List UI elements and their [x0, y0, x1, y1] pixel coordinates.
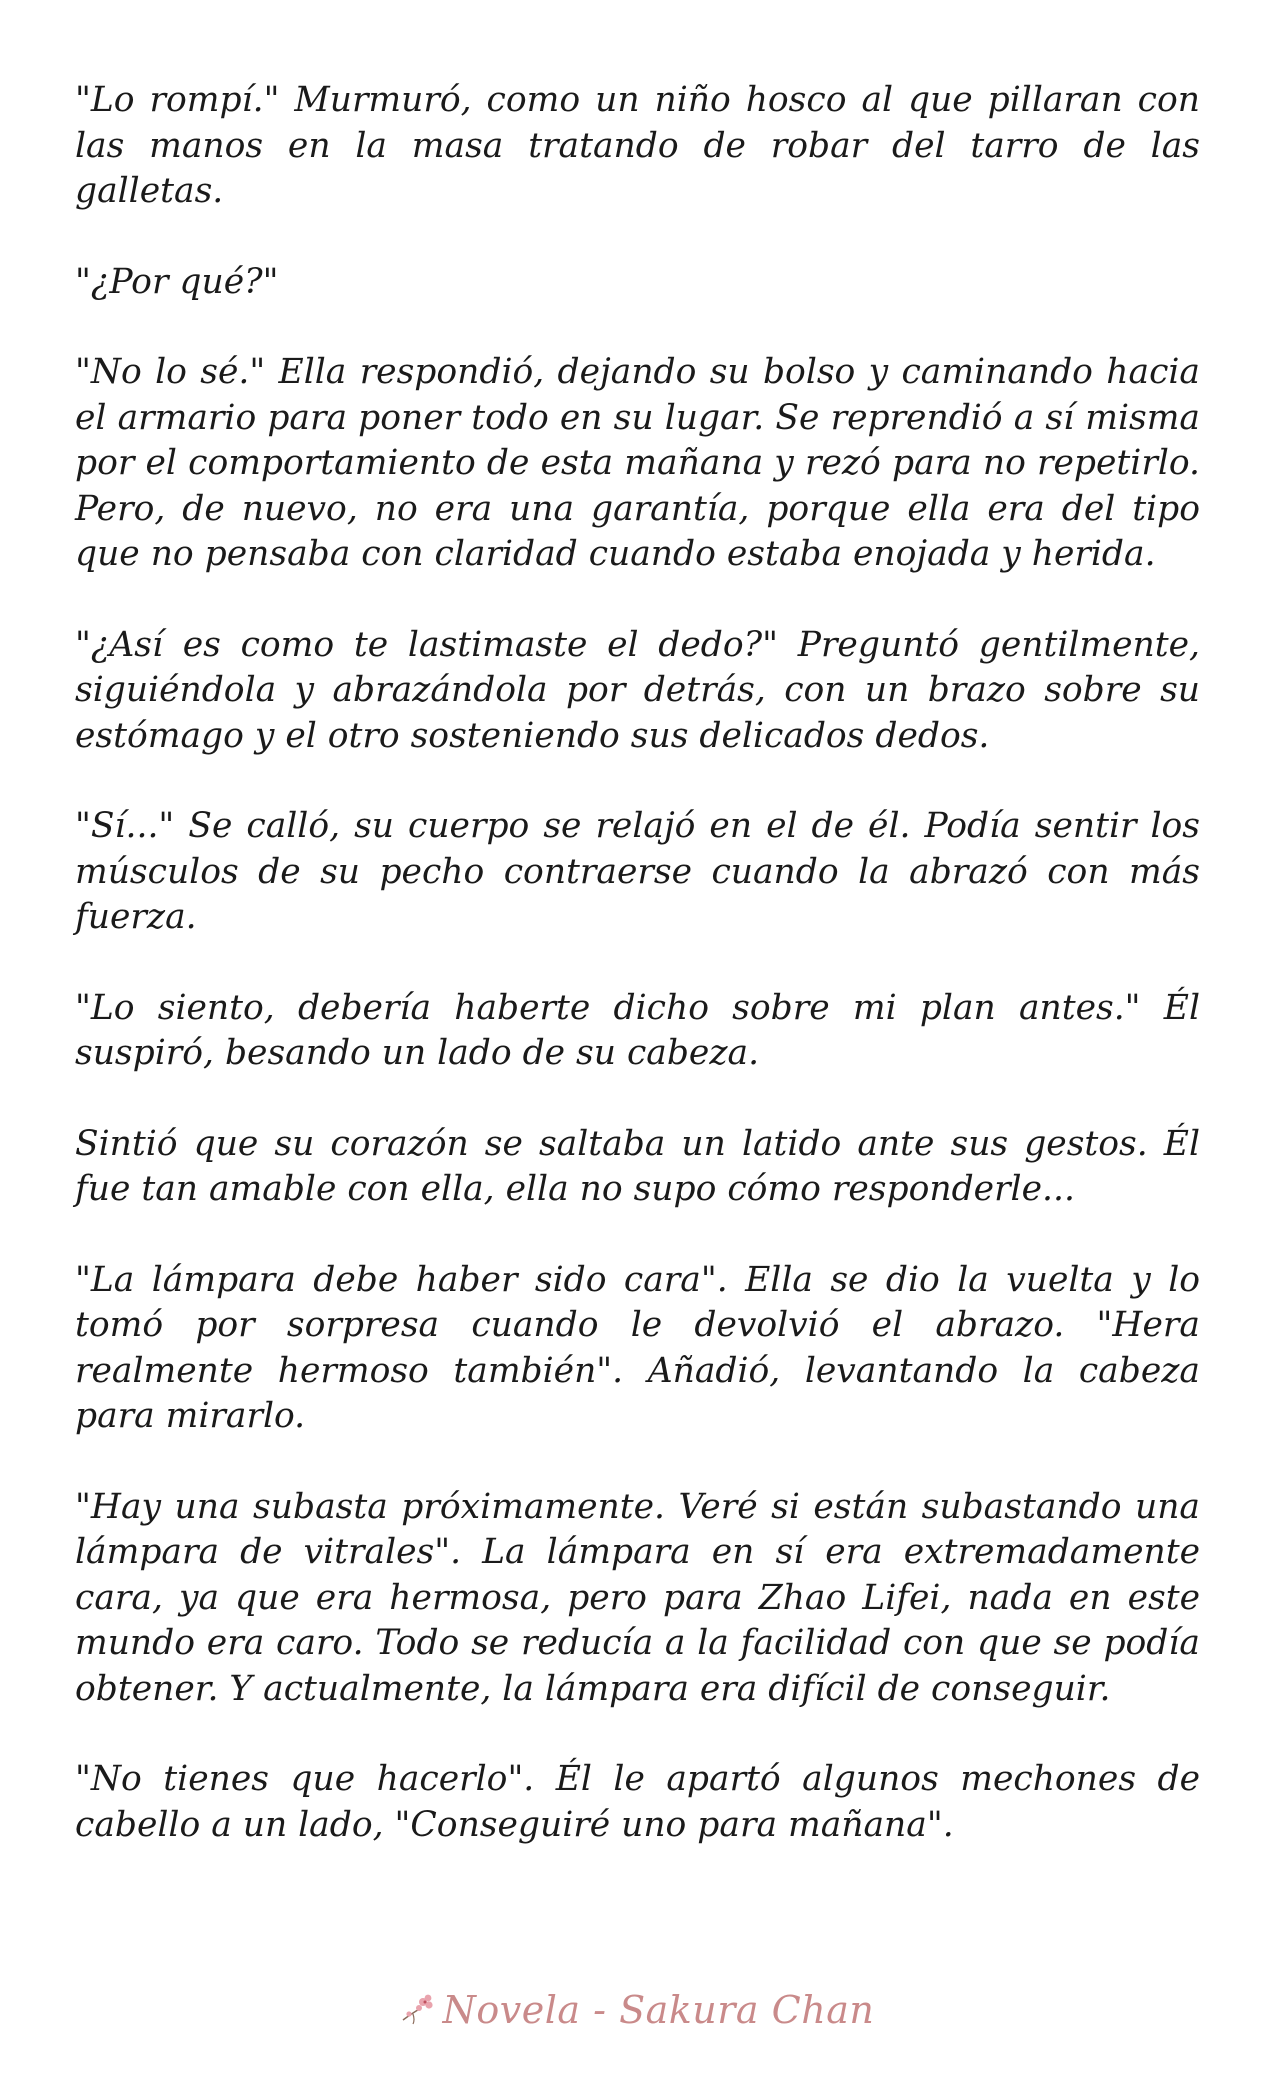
paragraph-7: Sintió que su corazón se saltaba un latido ante sus gestos. Él fue tan amable con ella, ella no supo cómo responderle...: [75, 1123, 1200, 1209]
paragraph-2: "¿Por qué?": [75, 261, 279, 302]
paragraph-5: "Sí..." Se calló, su cuerpo se relajó en el de él. Podía sentir los músculos de su pecho contraerse cuando la abrazó con más fuerza.: [75, 806, 1200, 937]
paragraph-6: "Lo siento, debería haberte dicho sobre mi plan antes." Él suspiró, besando un lado de su cabeza.: [75, 987, 1200, 1073]
paragraph-1: "Lo rompí." Murmuró, como un niño hosco al que pillaran con las manos en la masa tratando de robar del tarro de las galletas.: [75, 80, 1200, 211]
watermark: [0, 1980, 1275, 2040]
watermark-text: Novela - Sakura Chan: [442, 1988, 875, 2032]
chapter-text: [75, 78, 1200, 1893]
paragraph-4: "¿Así es como te lastimaste el dedo?" Preguntó gentilmente, siguiéndola y abrazándola por detrás, con un brazo sobre su estómago y el otro sosteniendo sus delicados dedos.: [75, 624, 1200, 756]
paragraph-8: "La lámpara debe haber sido cara". Ella se dio la vuelta y lo tomó por sorpresa cuando le devolvió el abrazo. "Hera realmente hermoso también". Añadió, levantando la cabeza para mirarlo.: [75, 1259, 1200, 1436]
paragraph-3: "No lo sé." Ella respondió, dejando su bolso y caminando hacia el armario para poner todo en su lugar. Se reprendió a sí misma por el comportamiento de esta mañana y rezó para no repetirlo. Pero, de nuevo, no era una garantía, porque ella era del tipo que no pensaba con claridad cuando estaba enojada y herida.: [75, 352, 1200, 574]
paragraph-10: "No tienes que hacerlo". Él le apartó algunos mechones de cabello a un lado, "Conseguiré uno para mañana".: [75, 1759, 1200, 1845]
paragraph-9: "Hay una subasta próximamente. Veré si están subastando una lámpara de vitrales". La lámpara en sí era extremadamente cara, ya que era hermosa, pero para Zhao Lifei, nada en este mundo era caro. Todo se reducía a la facilidad con que se podía obtener. Y actualmente, la lámpara era difícil de conseguir.: [75, 1486, 1200, 1709]
sakura-blossom-icon: [401, 1994, 437, 2026]
